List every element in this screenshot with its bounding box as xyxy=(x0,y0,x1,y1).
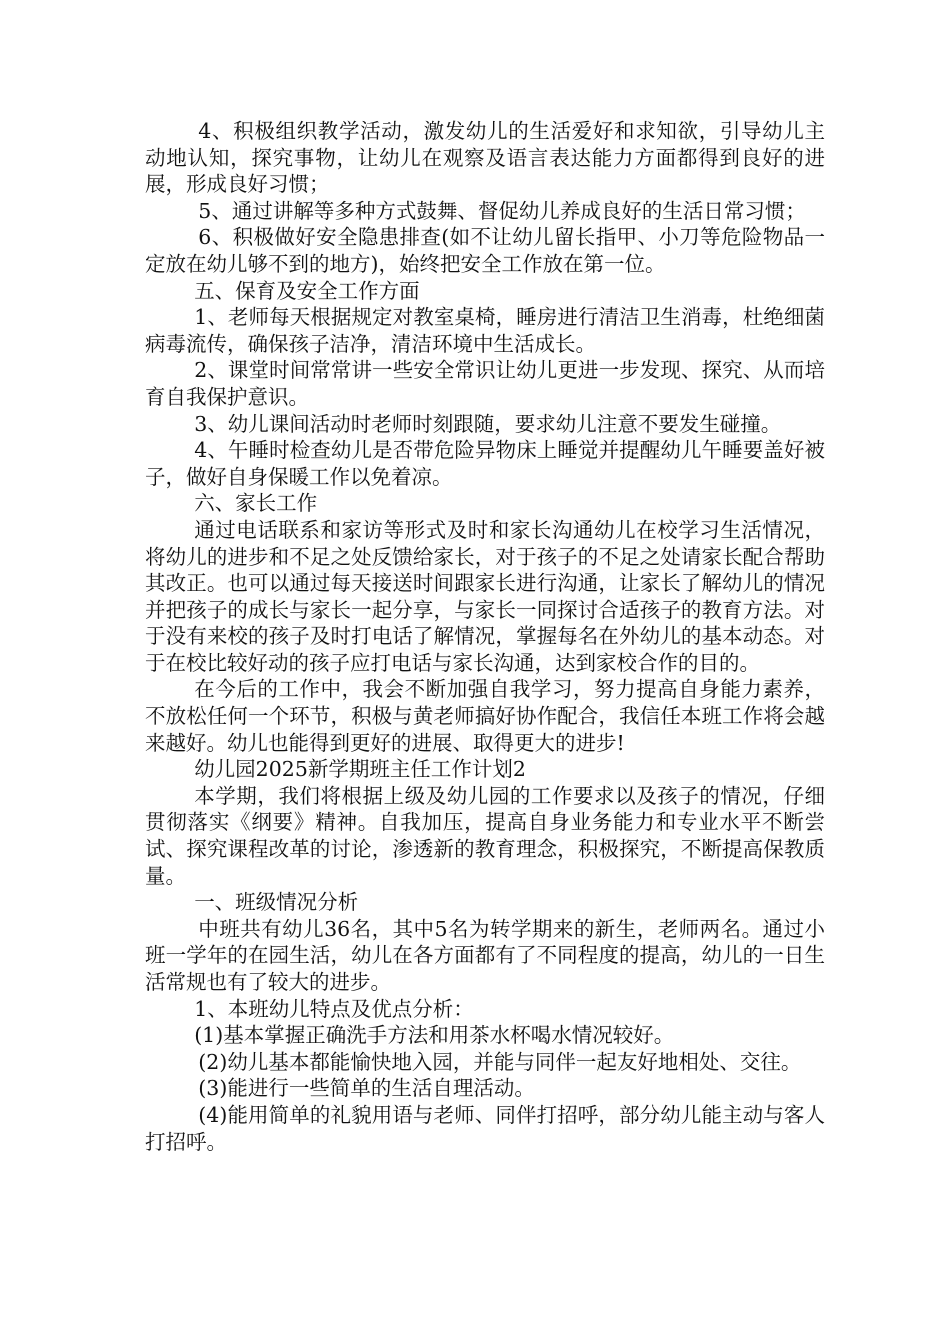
paragraph-care-3: 3、幼儿课间活动时老师时刻跟随，要求幼儿注意不要发生碰撞。 xyxy=(194,411,782,436)
paragraph-parents: 通过电话联系和家访等形式及时和家长沟通幼儿在校学习生活情况，将幼儿的进步和不足之处反馈给家长，对于孩子的不足之处请家长配合帮助其改正。也可以通过每天接送时间跟家长进行沟通，让家长了解幼儿的情况并把孩子的成长与家长一起分享，与家长一同探讨合适孩子的教育方法。对于没有来校的孩子及时打电话了解情况，掌握每名在外幼儿的基本动态。对于在校比较好动的孩子应打电话与家长沟通，达到家校合作的目的。 xyxy=(145,517,825,675)
document-subtitle: 幼儿园2025新学期班主任工作计划2 xyxy=(194,757,526,782)
paragraph-class-overview: 中班共有幼儿36名，其中5名为转学期来的新生，老师两名。通过小班一学年的在园生活，幼儿在各方面都有了不同程度的提高，幼儿的一日生活常规也有了较大的进步。 xyxy=(145,916,825,994)
subsection-heading-features: 1、本班幼儿特点及优点分析： xyxy=(194,996,474,1021)
paragraph-semester-intro: 本学期，我们将根据上级及幼儿园的工作要求以及孩子的情况，仔细贯彻落实《纲要》精神。自我加压，提高自身业务能力和专业水平不断尝试、探究课程改革的讨论，渗透新的教育理念，积极探究，不断提高保教质量。 xyxy=(145,783,825,888)
paragraph-5-daily-habits: 5、通过讲解等多种方式鼓舞、督促幼儿养成良好的生活日常习惯； xyxy=(198,198,806,223)
list-item-3: (3)能进行一些简单的生活自理活动。 xyxy=(198,1076,535,1101)
list-item-4: (4)能用简单的礼貌用语与老师、同伴打招呼，部分幼儿能主动与客人打招呼。 xyxy=(145,1102,825,1154)
paragraph-care-2: 2、课堂时间常常讲一些安全常识让幼儿更进一步发现、探究、从而培育自我保护意识。 xyxy=(145,358,825,409)
section-heading-care-safety: 五、保育及安全工作方面 xyxy=(194,278,420,303)
document-body xyxy=(145,118,825,1155)
paragraph-4-teaching-activities: 4、积极组织教学活动，激发幼儿的生活爱好和求知欲，引导幼儿主动地认知，探究事物，让幼儿在观察及语言表达能力方面都得到良好的进展，形成良好习惯； xyxy=(145,119,825,197)
list-item-1: (1)基本掌握正确洗手方法和用茶水杯喝水情况较好。 xyxy=(194,1023,675,1048)
section-heading-class-analysis: 一、班级情况分析 xyxy=(194,890,359,915)
section-heading-parents: 六、家长工作 xyxy=(194,491,318,516)
paragraph-6-safety-check: 6、积极做好安全隐患排查(如不让幼儿留长指甲、小刀等危险物品一定放在幼儿够不到的地方)，始终把安全工作放在第一位。 xyxy=(145,225,825,276)
list-item-2: (2)幼儿基本都能愉快地入园，并能与同伴一起友好地相处、交往。 xyxy=(198,1049,802,1074)
paragraph-care-1: 1、老师每天根据规定对教室桌椅，睡房进行清洁卫生消毒，杜绝细菌病毒流传，确保孩子洁净，清洁环境中生活成长。 xyxy=(145,305,825,356)
paragraph-care-4: 4、午睡时检查幼儿是否带危险异物床上睡觉并提醒幼儿午睡要盖好被子，做好自身保暖工作以免着凉。 xyxy=(145,438,825,489)
paragraph-future-work: 在今后的工作中，我会不断加强自我学习，努力提高自身能力素养，不放松任何一个环节，积极与黄老师搞好协作配合，我信任本班工作将会越来越好。幼儿也能得到更好的进展、取得更大的进步! xyxy=(145,677,825,755)
